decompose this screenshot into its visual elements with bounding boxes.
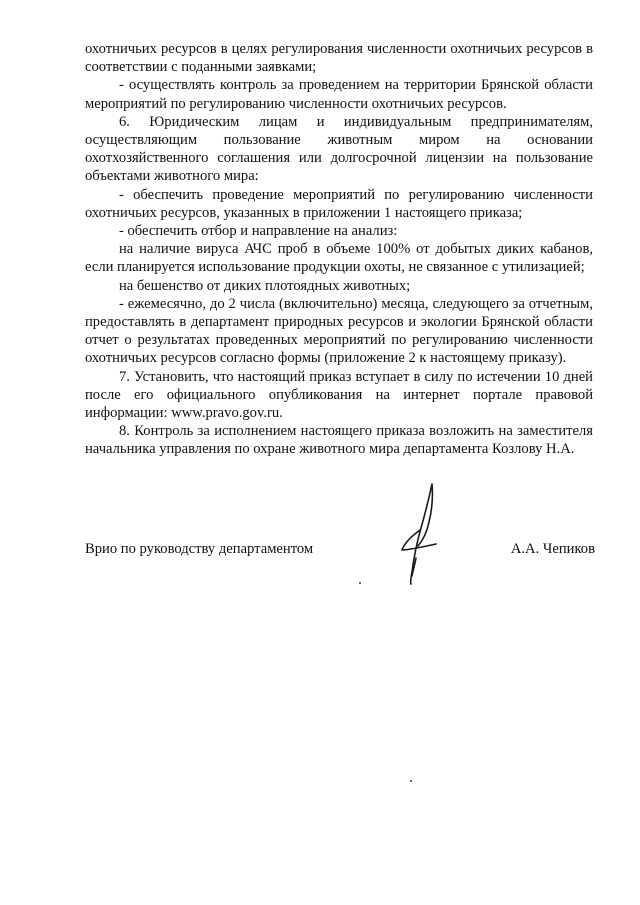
paragraph-ensure-measures: - обеспечить проведение мероприятий по регулированию численности охотничьих ресурсов, указанных в приложении 1 настоящего приказа; bbox=[85, 186, 593, 221]
scan-speck bbox=[359, 582, 361, 584]
document-body bbox=[85, 40, 593, 459]
paragraph-item-7: 7. Установить, что настоящий приказ вступает в силу по истечении 10 дней после его официального опубликования на интернет портале правовой информации: www.pravo.gov.ru. bbox=[85, 368, 593, 422]
paragraph-sampling: - обеспечить отбор и направление на анализ: bbox=[119, 223, 398, 240]
handwritten-signature-icon bbox=[396, 480, 446, 585]
paragraph-monthly-report: - ежемесячно, до 2 числа (включительно) месяца, следующего за отчетным, предоставлять в департамент природных ресурсов и экологии Брянской области отчет о результатах проведенных мероприятий по регулированию численности охотничьих ресурсов согласно формы (приложение 2 к настоящему приказу). bbox=[85, 295, 593, 367]
scan-speck bbox=[410, 780, 412, 782]
paragraph-asf-virus: на наличие вируса АЧС проб в объеме 100% от добытых диких кабанов, если планируется использование продукции охоты, не связанное с утилизацией; bbox=[85, 241, 593, 276]
signatory-role: Врио по руководству департаментом bbox=[85, 541, 314, 557]
signatory-name: А.А. Чепиков bbox=[510, 541, 595, 557]
paragraph-rabies: на бешенство от диких плотоядных животных; bbox=[119, 277, 411, 294]
paragraph-control-measures: - осуществлять контроль за проведением на территории Брянской области мероприятий по регулированию численности охотничьих ресурсов. bbox=[85, 77, 593, 112]
paragraph-continuation: охотничьих ресурсов в целях регулирования численности охотничьих ресурсов в соответствии с поданными заявками; bbox=[85, 41, 593, 76]
paragraph-item-8: 8. Контроль за исполнением настоящего приказа возложить на заместителя начальника управления по охране животного мира департамента Козлову Н.А. bbox=[85, 423, 593, 458]
paragraph-item-6: 6. Юридическим лицам и индивидуальным предпринимателям, осуществляющим пользование животным миром на основании охотхозяйственного соглашения или долгосрочной лицензии на пользование объектами животного мира: bbox=[85, 113, 593, 185]
signature-block bbox=[85, 540, 595, 560]
